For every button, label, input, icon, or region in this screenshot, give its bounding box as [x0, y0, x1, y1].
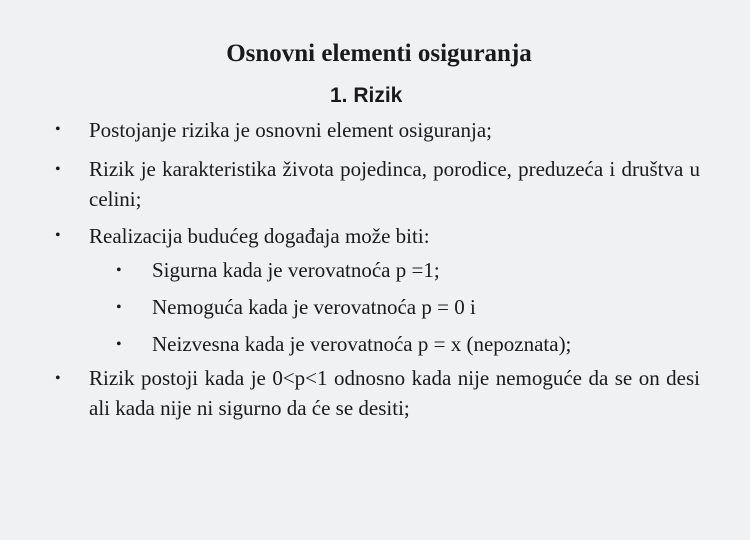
bullet-item — [0, 363, 700, 423]
bullet-text: Rizik postoji kada je 0<p<1 odnosno kada nije nemoguće da se on desi ali kada nije ni sigurno da će se desiti; — [89, 366, 700, 420]
bullet-text: Realizacija budućeg događaja može biti: — [89, 224, 430, 248]
bullet-item — [0, 114, 700, 146]
slide-title: Osnovni elementi osiguranja — [226, 40, 532, 67]
bullet-icon: • — [55, 121, 61, 138]
bullet-text: Rizik je karakteristika života pojedinca, porodice, preduzeća i društva u celini; — [89, 157, 700, 211]
sub-bullet-item — [0, 326, 712, 363]
bullet-icon: • — [116, 299, 122, 316]
sub-bullet-text: Nemoguća kada je verovatnoća p = 0 i — [152, 295, 476, 319]
sub-bullet-item — [0, 289, 712, 326]
sub-bullet-item — [0, 252, 712, 289]
bullet-icon: • — [55, 161, 61, 178]
bullet-icon: • — [116, 336, 122, 353]
bullet-item — [0, 220, 700, 252]
sub-bullet-text: Neizvesna kada je verovatnoća p = x (nepoznata); — [152, 332, 572, 356]
bullet-list — [0, 114, 750, 423]
section-heading: 1. Rizik — [330, 84, 403, 107]
sub-bullet-text: Sigurna kada je verovatnoća p =1; — [152, 258, 440, 282]
bullet-item — [0, 154, 700, 214]
bullet-icon: • — [55, 370, 61, 387]
bullet-icon: • — [55, 227, 61, 244]
bullet-text: Postojanje rizika je osnovni element osiguranja; — [89, 118, 492, 142]
bullet-icon: • — [116, 262, 122, 279]
